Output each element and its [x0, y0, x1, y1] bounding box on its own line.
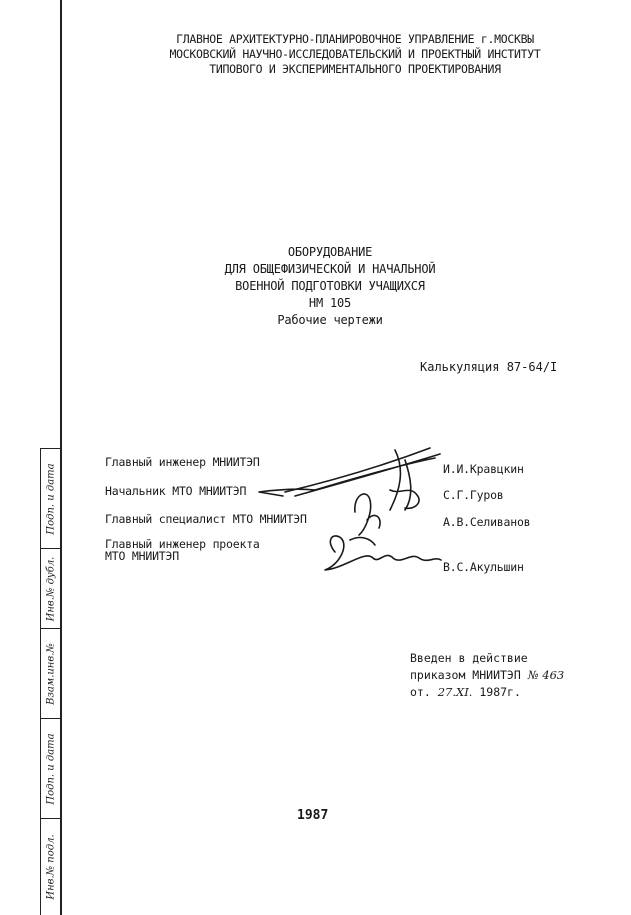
calculation-number: Калькуляция 87-64/I	[420, 360, 558, 374]
title-line: ВОЕННОЙ ПОДГОТОВКИ УЧАЩИХСЯ	[235, 279, 425, 293]
stamp-cell-label: Подп. и дата	[45, 462, 57, 535]
stamp-cell-label: Инв.№ подл.	[45, 834, 57, 900]
signatory-name: С.Г.Гуров	[443, 488, 504, 502]
title-line: ОБОРУДОВАНИЕ	[287, 245, 373, 259]
stamp-cell	[41, 628, 61, 718]
document-title	[160, 244, 500, 329]
stamp-cell	[41, 548, 61, 628]
signatory-name: В.С.Акульшин	[443, 560, 524, 574]
stamp-cell	[41, 448, 61, 548]
signature-stroke	[355, 494, 380, 535]
header-line: ГЛАВНОЕ АРХИТЕКТУРНО-ПЛАНИРОВОЧНОЕ УПРАВЛЕНИЕ г.МОСКВЫ	[176, 32, 534, 46]
header-line: МОСКОВСКИЙ НАУЧНО-ИССЛЕДОВАТЕЛЬСКИЙ И ПРОЕКТНЫЙ ИНСТИТУТ	[169, 47, 541, 61]
decree-block	[410, 650, 564, 701]
title-code: НМ 105	[308, 296, 352, 310]
stamp-cell-label: Инв.№ дубл.	[45, 556, 57, 621]
document-year: 1987	[297, 808, 329, 823]
stamp-strip	[40, 448, 60, 915]
title-subtitle: Рабочие чертежи	[277, 313, 383, 327]
signatory-position: Главный инженер МНИИТЭП	[105, 455, 260, 469]
signature-stroke	[325, 536, 441, 570]
decree-line	[410, 667, 564, 684]
signatory-position: Начальник МТО МНИИТЭП	[105, 484, 247, 498]
signatory-name: И.И.Кравцкин	[443, 462, 524, 476]
stamp-cell	[41, 818, 61, 915]
decree-print: от.	[410, 685, 431, 699]
decree-print: приказом МНИИТЭП	[410, 668, 521, 682]
decree-line: Введен в действие	[410, 651, 528, 665]
stamp-cell	[41, 718, 61, 818]
signatory-position-line: Главный инженер проекта	[105, 537, 260, 551]
signature-stroke	[350, 538, 375, 545]
signatory-position: Главный специалист МТО МНИИТЭП	[105, 512, 307, 526]
header-line: ТИПОВОГО И ЭКСПЕРИМЕНТАЛЬНОГО ПРОЕКТИРОВАНИЯ	[209, 62, 501, 76]
signature-stroke	[390, 450, 419, 510]
decree-handwritten-date: 27.XI.	[437, 685, 473, 699]
stamp-cell-label: Взам.инв.№	[45, 642, 57, 705]
title-line: ДЛЯ ОБЩЕФИЗИЧЕСКОЙ И НАЧАЛЬНОЙ	[224, 262, 436, 276]
decree-print: 1987г.	[479, 685, 521, 699]
institution-header	[95, 32, 615, 77]
handwritten-signatures	[255, 440, 485, 590]
signatory-position-line: МТО МНИИТЭП	[105, 549, 179, 563]
stamp-cell-label: Подп. и дата	[45, 732, 57, 805]
signatory-position	[105, 538, 260, 562]
decree-line	[410, 684, 564, 701]
decree-handwritten-number: № 463	[527, 668, 565, 682]
signatory-name: А.В.Селиванов	[443, 515, 531, 529]
